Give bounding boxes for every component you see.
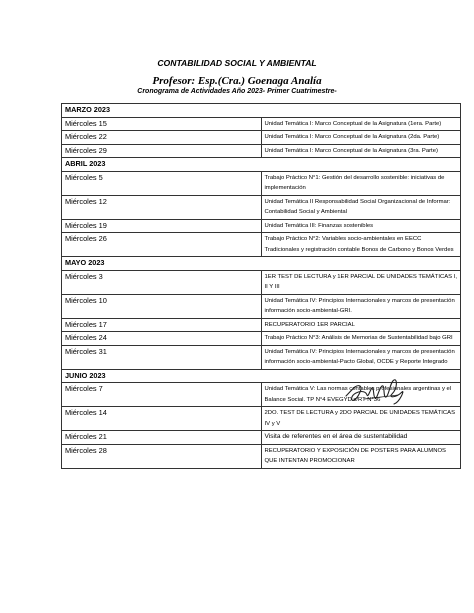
date-cell: Miércoles 15 bbox=[62, 117, 262, 131]
professor-name: Profesor: Esp.(Cra.) Goenaga Analía bbox=[152, 75, 322, 87]
activity-cell: Trabajo Práctico N°3: Análisis de Memorias de Sustentabilidad bajo GRI bbox=[261, 332, 461, 346]
date-cell: Miércoles 29 bbox=[62, 144, 262, 158]
date-cell: Miércoles 10 bbox=[62, 294, 262, 318]
date-cell: Miércoles 17 bbox=[62, 318, 262, 332]
date-cell: Miércoles 5 bbox=[62, 171, 262, 195]
date-cell: Miércoles 3 bbox=[62, 270, 262, 294]
activity-cell: Unidad Temática II Responsabilidad Social Organizacional de Informar: Contabilidad Social y Ambiental bbox=[261, 195, 461, 219]
table-row bbox=[62, 131, 461, 145]
activity-cell: 2DO. TEST DE LECTURA y 2DO PARCIAL DE UNIDADES TEMÁTICAS IV y V bbox=[261, 407, 461, 431]
table-row bbox=[62, 171, 461, 195]
activity-cell: Unidad Temática III: Finanzas sostenibles bbox=[261, 219, 461, 233]
month-label: MAYO 2023 bbox=[62, 257, 461, 271]
table-row bbox=[62, 195, 461, 219]
signature-image bbox=[342, 368, 412, 408]
date-cell: Miércoles 24 bbox=[62, 332, 262, 346]
date-cell: Miércoles 19 bbox=[62, 219, 262, 233]
activity-cell: Unidad Temática IV: Principios Internacionales y marcos de presentación información socio-ambiental-Pacto Global, OCDE y Reporte Integrado bbox=[261, 345, 461, 369]
date-cell: Miércoles 12 bbox=[62, 195, 262, 219]
month-label: ABRIL 2023 bbox=[62, 158, 461, 172]
date-cell: Miércoles 21 bbox=[62, 431, 262, 445]
activity-cell: Unidad Temática IV: Principios Internacionales y marcos de presentación información socio-ambiental-GRI. bbox=[261, 294, 461, 318]
table-row bbox=[62, 345, 461, 369]
month-label: JUNIO 2023 bbox=[62, 369, 461, 383]
activity-cell: Unidad Temática I: Marco Conceptual de la Asignatura (1era. Parte) bbox=[261, 117, 461, 131]
table-row bbox=[62, 117, 461, 131]
month-header-row bbox=[62, 104, 461, 118]
date-cell: Miércoles 7 bbox=[62, 383, 262, 407]
activity-cell: Visita de referentes en el área de sustentabilidad bbox=[261, 431, 461, 445]
table-row bbox=[62, 233, 461, 257]
table-row bbox=[62, 318, 461, 332]
table-row bbox=[62, 444, 461, 468]
schedule-subtitle: Cronograma de Actividades Año 2023- Primer Cuatrimestre- bbox=[137, 88, 337, 95]
table-row bbox=[62, 294, 461, 318]
table-row bbox=[62, 431, 461, 445]
activity-cell: RECUPERATORIO 1ER PARCIAL bbox=[261, 318, 461, 332]
activity-cell: Unidad Temática I: Marco Conceptual de la Asignatura (2da. Parte) bbox=[261, 131, 461, 145]
document-title: CONTABILIDAD SOCIAL Y AMBIENTAL bbox=[157, 58, 317, 68]
table-row bbox=[62, 270, 461, 294]
activity-cell: 1ER TEST DE LECTURA y 1ER PARCIAL DE UNIDADES TEMÁTICAS I, II Y III bbox=[261, 270, 461, 294]
activity-cell: Trabajo Práctico N°2: Variables socio-ambientales en EECC Tradicionales y registración contable Bonos de Carbono y Bonos Verdes bbox=[261, 233, 461, 257]
activity-cell: Unidad Temática I: Marco Conceptual de la Asignatura (3ra. Parte) bbox=[261, 144, 461, 158]
activity-cell: Trabajo Práctico N°1: Gestión del desarrollo sostenible: iniciativas de implementación bbox=[261, 171, 461, 195]
table-row bbox=[62, 407, 461, 431]
table-row bbox=[62, 219, 461, 233]
date-cell: Miércoles 22 bbox=[62, 131, 262, 145]
date-cell: Miércoles 28 bbox=[62, 444, 262, 468]
month-header-row bbox=[62, 158, 461, 172]
date-cell: Miércoles 31 bbox=[62, 345, 262, 369]
schedule-table bbox=[61, 103, 461, 469]
table-row bbox=[62, 332, 461, 346]
date-cell: Miércoles 26 bbox=[62, 233, 262, 257]
month-label: MARZO 2023 bbox=[62, 104, 461, 118]
activity-cell: RECUPERATORIO Y EXPOSICIÓN DE POSTERS PARA ALUMNOS QUE INTENTAN PROMOCIONAR bbox=[261, 444, 461, 468]
table-row bbox=[62, 144, 461, 158]
activity-cell: Unidad Temática V: Las normas contables profesionales argentinas y el Balance Social. TP N°4 EVEGYD s/RT N°36 bbox=[261, 383, 461, 407]
date-cell: Miércoles 14 bbox=[62, 407, 262, 431]
month-header-row bbox=[62, 257, 461, 271]
